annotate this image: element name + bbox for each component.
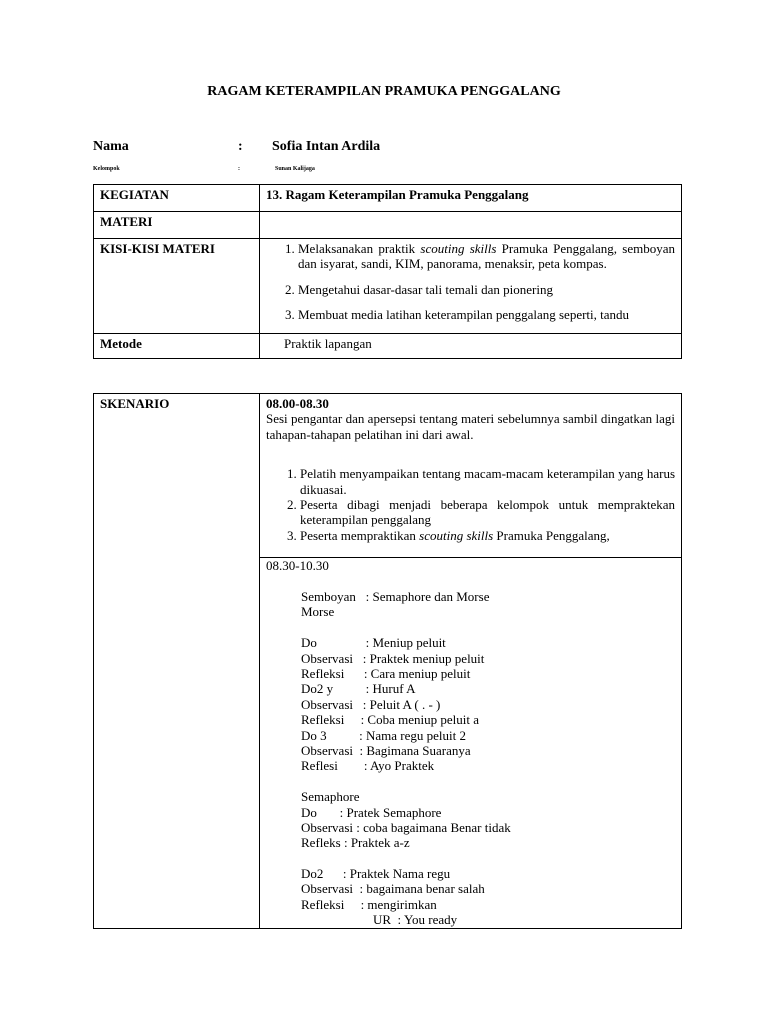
table-row <box>94 185 682 212</box>
session-2-content <box>266 589 675 928</box>
metode-label: Metode <box>94 333 260 358</box>
scenario-line: Observasi : Bagimana Suaranya <box>301 742 471 758</box>
nama-value: Sofia Intan Ardila <box>272 139 381 154</box>
scenario-line: Do : Meniup peluit <box>301 635 446 651</box>
scenario-line: Semaphore <box>301 789 360 805</box>
scenario-line: Do 3 : Nama regu peluit 2 <box>301 727 466 743</box>
step-3-post: Pramuka Penggalang, <box>493 527 610 543</box>
scenario-line: Observasi : Peluit A ( . - ) <box>301 696 441 712</box>
table-row <box>94 333 682 358</box>
kisi-item-1-em: scouting skills <box>420 241 497 256</box>
list-item <box>300 528 675 543</box>
session-1-steps <box>266 466 675 543</box>
step-2: Peserta dibagi menjadi beberapa kelompok untuk mempraktekan keterampilan penggalang <box>300 497 675 528</box>
kelompok-value: Sunan Kalijaga <box>275 166 315 172</box>
page-title: RAGAM KETERAMPILAN PRAMUKA PENGGALANG <box>207 84 561 99</box>
scenario-line: Refleks : Praktek a-z <box>301 835 410 851</box>
step-3-pre: Peserta mempraktikan <box>300 527 420 543</box>
scenario-line: Do2 : Praktek Nama regu <box>301 866 451 882</box>
table-row <box>94 394 682 558</box>
list-item <box>298 282 675 297</box>
skenario-label: SKENARIO <box>94 394 260 929</box>
kisi-value <box>260 239 682 334</box>
nama-colon: : <box>238 139 243 154</box>
session-1-intro: Sesi pengantar dan apersepsi tentang materi sebelumnya sambil dingatkan lagi tahapan-tahapan pelatihan ini dari awal. <box>266 411 675 442</box>
skenario-session-2 <box>260 558 682 929</box>
session-2-time: 08.30-10.30 <box>266 558 329 574</box>
scenario-line: Refleksi : mengirimkan <box>301 896 437 912</box>
scenario-line: Observasi : Praktek meniup peluit <box>301 650 485 666</box>
scenario-line: Reflesi : Ayo Praktek <box>301 758 435 774</box>
list-item <box>298 307 675 322</box>
materi-label: MATERI <box>94 212 260 239</box>
kisi-item-1-post: Pramuka Penggalang, semboyan dan isyarat, sandi, KIM, panorama, menaksir, peta kompas. <box>298 241 676 272</box>
kisi-item-3: Membuat media latihan keterampilan penggalang seperti, tandu <box>298 307 630 323</box>
kisi-item-1-pre: Melaksanakan praktik <box>298 241 421 256</box>
list-item <box>298 241 675 272</box>
step-1: Pelatih menyampaikan tentang macam-macam keterampilan yang harus dikuasai. <box>300 466 675 497</box>
scenario-line: Do2 y : Huruf A <box>301 681 416 697</box>
kegiatan-value: 13. Ragam Keterampilan Pramuka Penggalang <box>260 185 682 212</box>
materi-value <box>260 212 682 239</box>
session-1-time: 08.00-08.30 <box>266 396 329 411</box>
skenario-table <box>93 393 682 929</box>
kisi-label: KISI-KISI MATERI <box>94 239 260 334</box>
nama-label: Nama <box>93 139 129 154</box>
skenario-session-1 <box>260 394 682 558</box>
scenario-line: Observasi : bagaimana benar salah <box>301 881 485 897</box>
kisi-item-2: Mengetahui dasar-dasar tali temali dan pionering <box>298 281 553 297</box>
kisi-list <box>266 241 675 323</box>
list-item <box>300 466 675 497</box>
table-row <box>94 212 682 239</box>
kegiatan-label: KEGIATAN <box>94 185 260 212</box>
list-item <box>300 497 675 528</box>
kelompok-colon: : <box>238 166 240 172</box>
session-2-last-line: UR : You ready <box>373 912 458 928</box>
step-3-em: scouting skills <box>419 527 494 543</box>
scenario-line: Refleksi : Coba meniup peluit a <box>301 712 479 728</box>
table-row <box>94 239 682 334</box>
metode-value: Praktik lapangan <box>260 333 682 358</box>
scenario-line: Do : Pratek Semaphore <box>301 804 442 820</box>
kelompok-label: Kelompok <box>93 166 120 172</box>
scenario-line: Morse <box>301 604 335 620</box>
info-table <box>93 184 682 359</box>
scenario-line: Refleksi : Cara meniup peluit <box>301 666 471 681</box>
scenario-line: Semboyan : Semaphore dan Morse <box>301 589 490 605</box>
scenario-line: Observasi : coba bagaimana Benar tidak <box>301 819 511 835</box>
